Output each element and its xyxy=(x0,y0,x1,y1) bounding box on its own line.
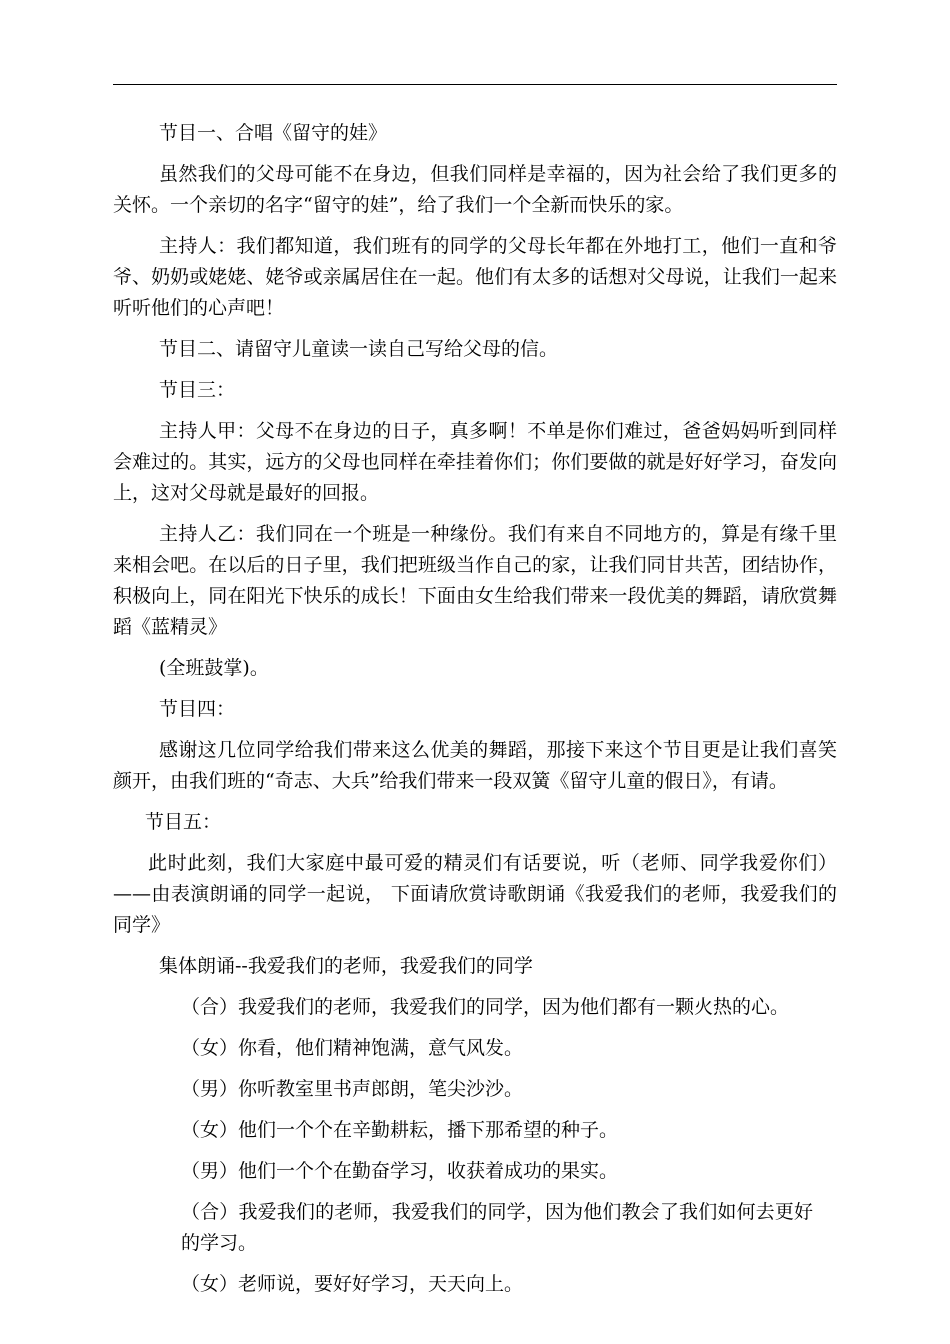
program-3-heading: 节目三： xyxy=(159,379,236,401)
applause-note: (全班鼓掌)。 xyxy=(159,657,269,679)
poem-line: （女）你看，他们精神饱满，意气风发。 xyxy=(181,1037,524,1059)
host-paragraph: 主持人：我们都知道，我们班有的同学的父母长年都在外地打工，他们一直和爷爷、奶奶或姥姥、姥爷或亲属居住在一起。他们有太多的话想对父母说，让我们一起来听听他们的心声吧！ xyxy=(113,235,837,319)
program-1-heading: 节目一、合唱《留守的娃》 xyxy=(159,122,388,144)
recitation-title: 集体朗诵--我爱我们的老师，我爱我们的同学 xyxy=(159,955,533,977)
program-2-heading: 节目二、请留守儿童读一读自己写给父母的信。 xyxy=(159,338,559,360)
host-a-paragraph: 主持人甲：父母不在身边的日子，真多啊！不单是你们难过，爸爸妈妈听到同样会难过的。其实，远方的父母也同样在牵挂着你们；你们要做的就是好好学习，奋发向上，这对父母就是最好的回报。 xyxy=(113,420,837,504)
paragraph: 虽然我们的父母可能不在身边，但我们同样是幸福的，因为社会给了我们更多的关怀。一个亲切的名字“留守的娃”，给了我们一个全新而快乐的家。 xyxy=(113,163,837,216)
poem-line: （男）他们一个个在勤奋学习，收获着成功的果实。 xyxy=(181,1160,619,1182)
host-b-paragraph: 主持人乙：我们同在一个班是一种缘份。我们有来自不同地方的，算是有缘千里来相会吧。在以后的日子里，我们把班级当作自己的家，让我们同甘共苦，团结协作，积极向上，同在阳光下快乐的成长！下面由女生给我们带来一段优美的舞蹈，请欣赏舞蹈《蓝精灵》 xyxy=(113,523,837,638)
poem-line: （男）你听教室里书声郎朗，笔尖沙沙。 xyxy=(181,1078,524,1100)
paragraph: 感谢这几位同学给我们带来这么优美的舞蹈，那接下来这个节目更是让我们喜笑颜开，由我们班的“奇志、大兵”给我们带来一段双簧《留守儿童的假日》，有请。 xyxy=(113,739,837,792)
poem-line: （女）他们一个个在辛勤耕耘，播下那希望的种子。 xyxy=(181,1119,619,1141)
poem-line: （合）我爱我们的老师，我爱我们的同学，因为他们都有一颗火热的心。 xyxy=(181,996,790,1018)
document-body xyxy=(113,118,837,1310)
paragraph: 此时此刻，我们大家庭中最可爱的精灵们有话要说，听（老师、同学我爱你们）——由表演朗诵的同学一起说， 下面请欣赏诗歌朗诵《我爱我们的老师，我爱我们的同学》 xyxy=(113,852,837,936)
poem-line: （女）老师说，要好好学习，天天向上。 xyxy=(181,1273,524,1295)
program-4-heading: 节目四： xyxy=(159,698,236,720)
header-rule xyxy=(113,84,837,85)
program-5-heading: 节目五： xyxy=(145,811,222,833)
poem-line: （合）我爱我们的老师，我爱我们的同学，因为他们教会了我们如何去更好的学习。 xyxy=(181,1201,813,1254)
